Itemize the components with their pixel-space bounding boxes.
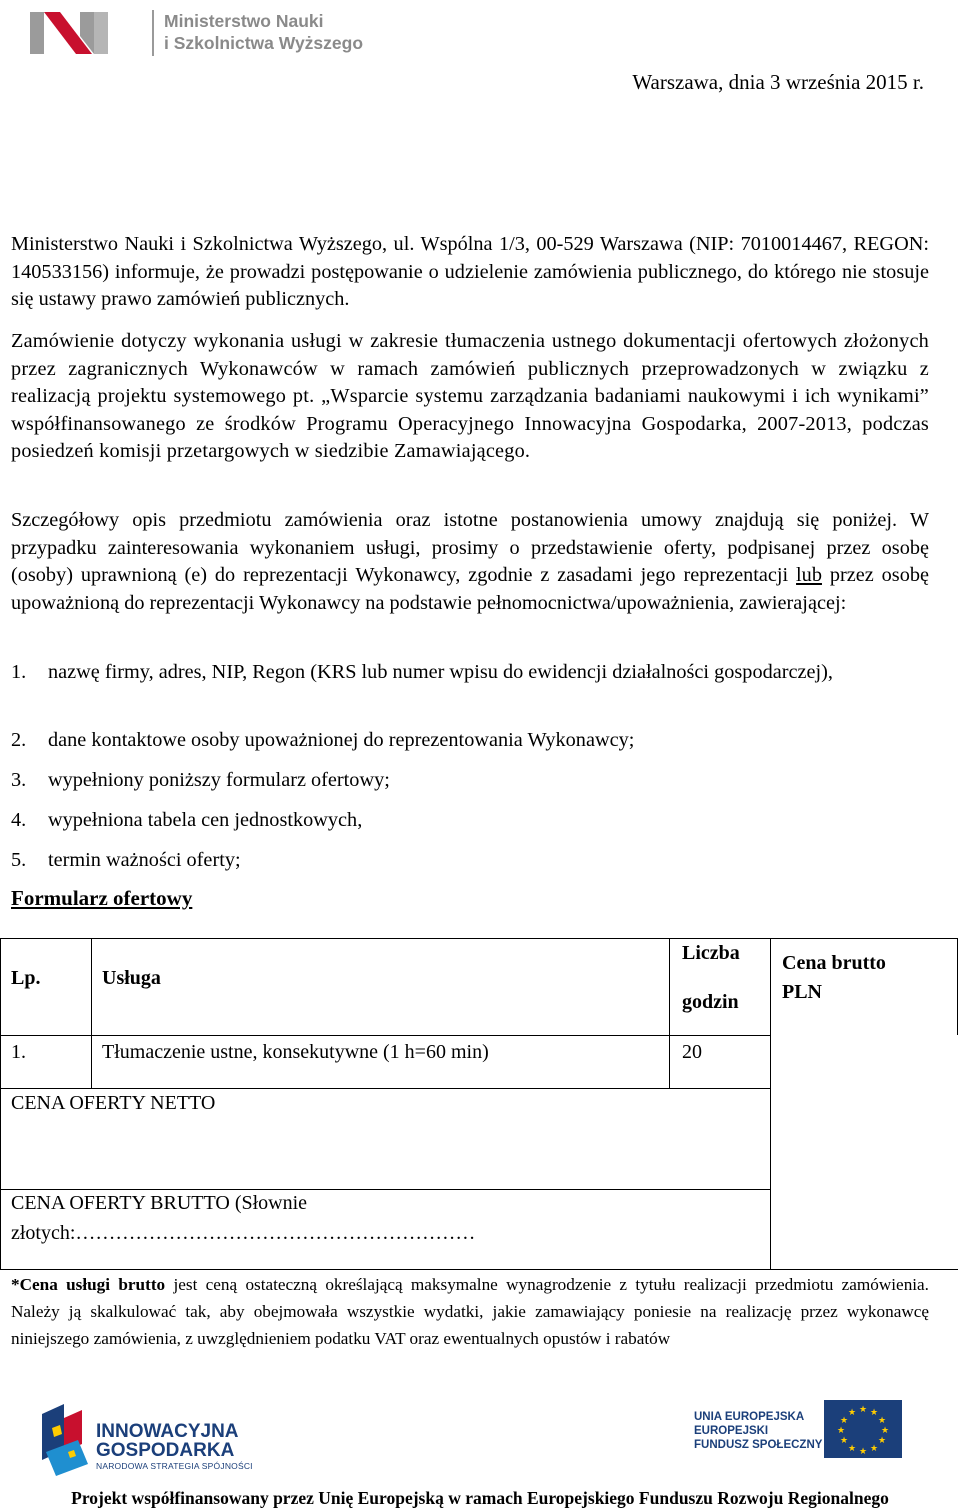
subject-paragraph: Zamówienie dotyczy wykonania usługi w zakresie tłumaczenia ustnego dokumentacji ofertowych złożonych przez zagranicznych Wykonawców w ramach zamówień publicznych przeprowadzonych w związku z realizacją projektu systemowego pt. „Wsparcie systemu zarządzania badaniami naukowymi i ich wynikami” współfinansowanego ze środków Programu Operacyjnego Innowacyjna Gospodarka, 2007-2013, podczas posiedzeń komisji przetargowych w siedzibie Zamawiającego. — [11, 330, 929, 462]
list-item — [11, 806, 929, 834]
ig-line1: INNOWACYJNA — [96, 1421, 239, 1442]
eu-logo — [694, 1400, 908, 1462]
svg-text:★: ★ — [847, 1444, 857, 1454]
intro-paragraph: Ministerstwo Nauki i Szkolnictwa Wyższego, ul. Wspólna 1/3, 00-529 Warszawa (NIP: 7010014467, REGON: 140533156) informuje, że prowadzi postępowanie o udzielenie zamówienia publicznego, do którego nie stosuje się ustawy prawo zamówień publicznych. — [11, 233, 929, 310]
table-border — [91, 938, 92, 1089]
table-border — [0, 938, 958, 939]
ministry-name — [164, 10, 363, 54]
footnote-text: jest ceną ostateczną określającą maksymalne wynagrodzenie z tytułu realizacji przedmiotu zamówienia. Należy ją skalkulować tak, aby obejmowała wszystkie wydatki, jakie zamawiający poniesie na realizację przez wykonawcę niniejszego zamówienia, z uwzględnieniem podatku VAT oraz ewentualnych opustów i rabatów — [11, 1275, 929, 1348]
footnote — [11, 1271, 929, 1352]
ministry-emblem-icon — [30, 12, 110, 54]
ministry-name-line2: i Szkolnictwa Wyższego — [164, 33, 364, 53]
eu-flag-icon — [824, 1400, 902, 1458]
svg-text:★: ★ — [858, 1447, 868, 1457]
svg-text:★: ★ — [839, 1416, 849, 1426]
ig-subtitle: NARODOWA STRATEGIA SPÓJNOŚCI — [96, 1461, 253, 1471]
list-item-text: wypełniony poniższy formularz ofertowy; — [48, 769, 390, 791]
table-border — [957, 938, 958, 1035]
list-item-text: wypełniona tabela cen jednostkowych, — [48, 809, 363, 831]
netto-label: CENA OFERTY NETTO — [11, 1092, 216, 1114]
table-border — [0, 938, 1, 1270]
brutto-label: CENA OFERTY BRUTTO (Słownie — [11, 1192, 308, 1214]
brutto-words-field[interactable]: złotych:…………………………………………………… — [11, 1222, 476, 1244]
list-item-text: nazwę firmy, adres, NIP, Regon (KRS lub numer wpisu do ewidencji działalności gospodarczej), — [48, 661, 833, 683]
svg-text:★: ★ — [858, 1405, 868, 1415]
details-paragraph — [11, 507, 929, 617]
ministry-logo — [30, 6, 364, 56]
header-lp: Lp. — [11, 967, 41, 989]
cofinancing-note: Projekt współfinansowany przez Unię Europejską w ramach Europejskiego Funduszu Rozwoju Regionalnego — [71, 1488, 889, 1508]
table-border — [0, 1269, 958, 1270]
svg-text:★: ★ — [877, 1416, 887, 1426]
innowacyjna-gospodarka-logo — [38, 1402, 268, 1476]
details-text-1: Szczegółowy opis przedmiotu zamówienia oraz istotne postanowienia umowy znajdują się poniżej. W przypadku zainteresowania wykonaniem usługi, prosimy o przedstawienie oferty, podpisanej przez osobę (osoby) uprawnioną (e) do reprezentacji Wykonawcy, zgodnie z zasadami jego reprezentacji — [11, 509, 929, 586]
details-underlined-word: lub — [796, 564, 822, 586]
header-cena-brutto: Cena brutto — [782, 952, 886, 974]
list-item-text: dane kontaktowe osoby upoważnionej do reprezentowania Wykonawcy; — [48, 729, 635, 751]
row-godzin: 20 — [682, 1041, 702, 1063]
offer-table — [0, 938, 958, 1270]
svg-text:★: ★ — [847, 1408, 857, 1418]
ig-name — [96, 1422, 239, 1460]
svg-text:★: ★ — [869, 1408, 879, 1418]
row-lp: 1. — [11, 1041, 26, 1063]
svg-text:★: ★ — [869, 1444, 879, 1454]
table-border — [0, 1035, 770, 1036]
eu-line2: EUROPEJSKI — [694, 1425, 769, 1437]
list-item-number: 5. — [11, 849, 27, 871]
row-usluga: Tłumaczenie ustne, konsekutywne (1 h=60 min) — [102, 1041, 489, 1063]
header-usluga: Usługa — [102, 967, 161, 989]
footnote-bold: *Cena usługi brutto — [11, 1275, 166, 1294]
table-border — [770, 938, 771, 1270]
ig-line2: GOSPODARKA — [96, 1440, 235, 1461]
list-item-number: 3. — [11, 769, 27, 791]
list-item — [11, 726, 929, 754]
list-item-number: 2. — [11, 729, 27, 751]
list-item — [11, 766, 929, 794]
list-item-number: 1. — [11, 661, 27, 683]
list-item-text: termin ważności oferty; — [48, 849, 241, 871]
list-item-number: 4. — [11, 809, 27, 831]
header-pln: PLN — [782, 981, 822, 1003]
header-liczba: Liczba — [682, 942, 740, 964]
document-date: Warszawa, dnia 3 września 2015 r. — [632, 70, 924, 94]
eu-name — [694, 1410, 822, 1452]
svg-text:★: ★ — [880, 1426, 890, 1436]
form-title: Formularz ofertowy — [11, 886, 193, 910]
logo-divider — [152, 10, 154, 56]
svg-text:★: ★ — [877, 1436, 887, 1446]
table-border — [669, 938, 670, 1089]
header-godzin: godzin — [682, 991, 739, 1013]
details-text-2: przez osobę upoważnioną do reprezentacji Wykonawcy na podstawie pełnomocnictwa/upoważnienia, zawierającej: — [11, 564, 929, 614]
svg-text:★: ★ — [839, 1436, 849, 1446]
ig-emblem-icon — [38, 1404, 92, 1476]
ministry-name-line1: Ministerstwo Nauki — [164, 11, 324, 31]
eu-line1: UNIA EUROPEJSKA — [694, 1411, 805, 1423]
eu-line3: FUNDUSZ SPOŁECZNY — [694, 1439, 823, 1451]
list-item — [11, 658, 929, 714]
svg-text:★: ★ — [836, 1426, 846, 1436]
list-item — [11, 846, 929, 874]
